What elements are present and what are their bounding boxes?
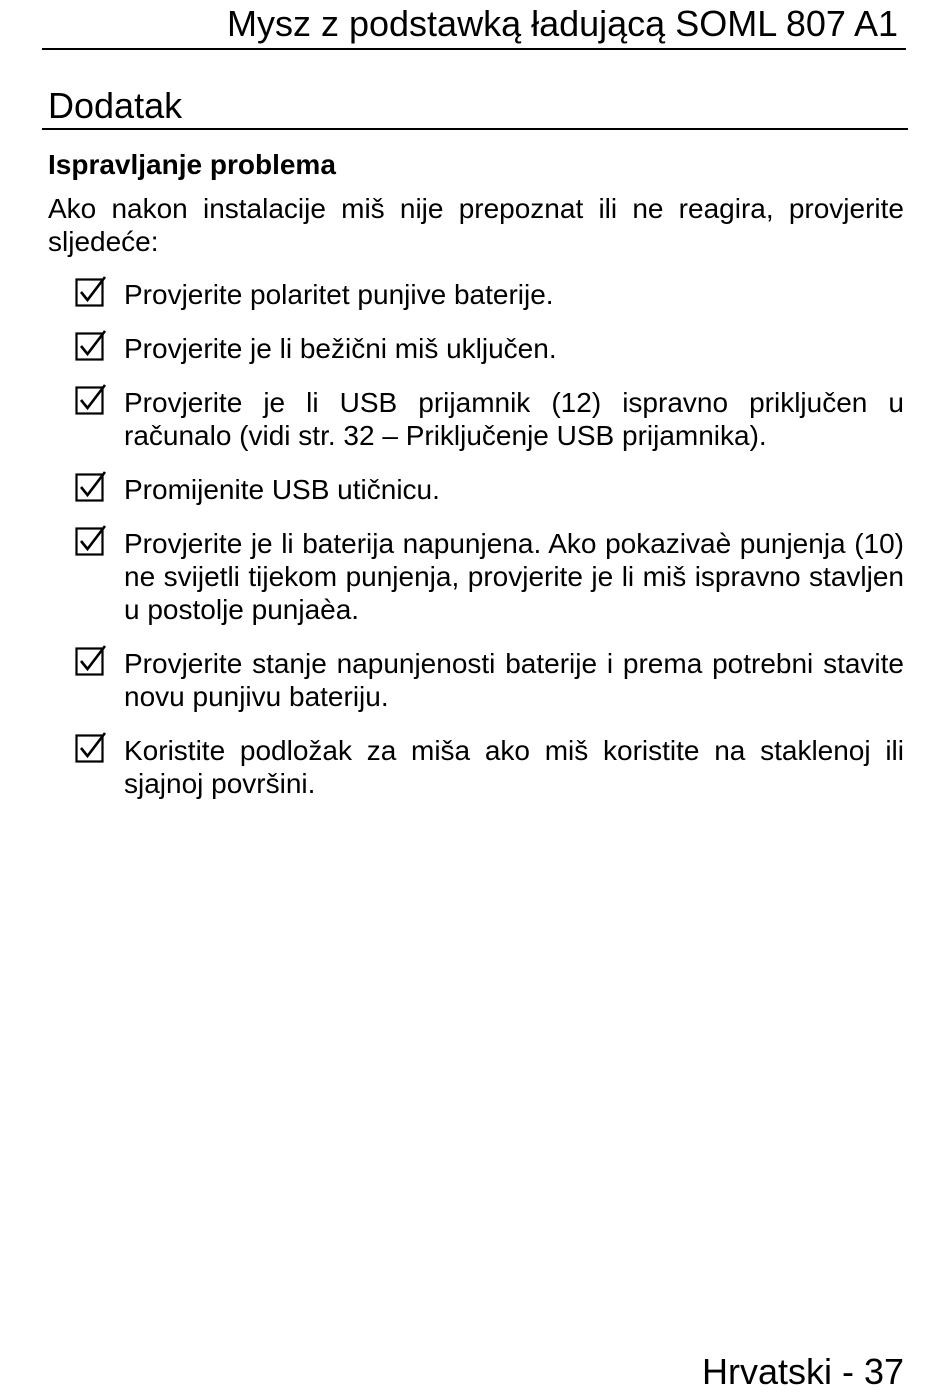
checklist-item-text: Provjerite je li bežični miš uključen. [124,333,557,364]
checklist-item [48,278,904,311]
checked-box-icon [75,383,107,415]
main-content [48,148,904,800]
subheading: Ispravljanje problema [48,149,336,180]
checked-box-icon [75,731,107,763]
checklist-item-text: Provjerite polaritet punjive baterije. [124,279,554,310]
checklist-item [48,386,904,452]
section-header [42,80,908,130]
checklist-item-text: Promijenite USB utičnicu. [124,474,440,505]
checklist-item-text: Provjerite je li USB prijamnik (12) ispravno priključen u računalo (vidi str. 32 – Priključenje USB prijamnika). [124,387,904,451]
checked-box-icon [75,470,107,502]
checklist-item [48,473,904,506]
checklist-item-text: Provjerite je li baterija napunjena. Ako pokazivaè punjenja (10) ne svijetli tijekom punjenja, provjerite je li miš ispravno stavljen u postolje punjaèa. [124,528,904,625]
checked-box-icon [75,275,107,307]
checklist-item [48,527,904,626]
page-number: Hrvatski - 37 [701,1351,904,1392]
checked-box-icon [75,644,107,676]
checklist-item-text: Provjerite stanje napunjenosti baterije i prema potrebni stavite novu punjivu bateriju. [124,648,904,712]
checklist-item-text: Koristite podložak za miša ako miš koristite na staklenoj ili sjajnoj površini. [124,735,904,799]
checklist-item [48,734,904,800]
checked-box-icon [75,524,107,556]
page-header [42,0,906,50]
intro-paragraph: Ako nakon instalacije miš nije prepoznat ili ne reagira, provjerite sljedeće: [48,193,904,257]
checked-box-icon [75,329,107,361]
header-title: Mysz z podstawką ładującą SOML 807 A1 [226,3,898,44]
checklist-item [48,647,904,713]
section-title: Dodatak [48,85,183,126]
troubleshooting-checklist [48,278,904,800]
checklist-item [48,332,904,365]
